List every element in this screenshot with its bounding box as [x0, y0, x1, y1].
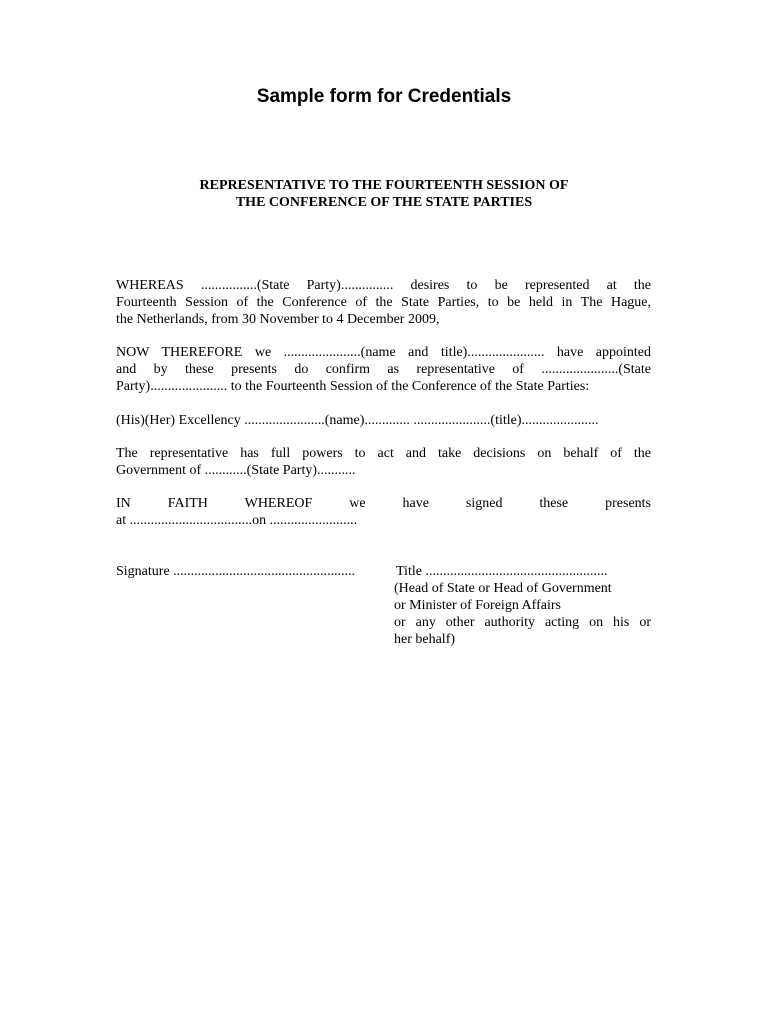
- whereas-line-2: Fourteenth Session of the Conference of the State Parties, to be held in The Hague,: [116, 295, 651, 310]
- representative-powers-line-1: The representative has full powers to act and take decisions on behalf of the: [116, 446, 651, 461]
- authority-line-1: (Head of State or Head of Government: [394, 581, 612, 596]
- in-faith-line-1: IN FAITH WHEREOF we have signed these presents: [116, 496, 651, 511]
- title-line: Title ....................................................: [396, 564, 608, 579]
- authority-line-3: or any other authority acting on his or: [394, 615, 651, 630]
- representative-powers-line-2: Government of ............(State Party)...........: [116, 463, 356, 478]
- authority-line-4: her behalf): [394, 632, 456, 647]
- signature-line: Signature ....................................................: [116, 564, 356, 579]
- now-therefore-line-3: Party)...................... to the Fourteenth Session of the Conference of the State Parties:: [116, 379, 590, 394]
- representative-powers-paragraph: [116, 445, 651, 479]
- whereas-line-3: the Netherlands, from 30 November to 4 December 2009,: [116, 312, 440, 327]
- authority-line-2: or Minister of Foreign Affairs: [394, 598, 561, 613]
- in-faith-paragraph: [116, 495, 651, 529]
- heading-line-2: THE CONFERENCE OF THE STATE PARTIES: [235, 195, 533, 210]
- excellency-line: (His)(Her) Excellency .......................(name)............. ......................(title)......................: [116, 413, 599, 428]
- heading-line-1: REPRESENTATIVE TO THE FOURTEENTH SESSION OF: [199, 178, 569, 193]
- whereas-line-1: WHEREAS ................(State Party)............... desires to be represented at the: [116, 278, 651, 293]
- document-title: Sample form for Credentials: [256, 86, 512, 107]
- now-therefore-line-1: NOW THEREFORE we ......................(name and title)...................... have appointed: [116, 345, 651, 360]
- now-therefore-line-2: and by these presents do confirm as representative of ......................(State: [116, 362, 651, 377]
- document-heading: [0, 177, 768, 211]
- title-block: [394, 563, 651, 648]
- now-therefore-paragraph: [116, 344, 651, 395]
- whereas-paragraph: [116, 277, 651, 328]
- in-faith-line-2: at ...................................on .........................: [116, 513, 358, 528]
- signature-block: [116, 563, 651, 663]
- excellency-paragraph: [116, 412, 651, 429]
